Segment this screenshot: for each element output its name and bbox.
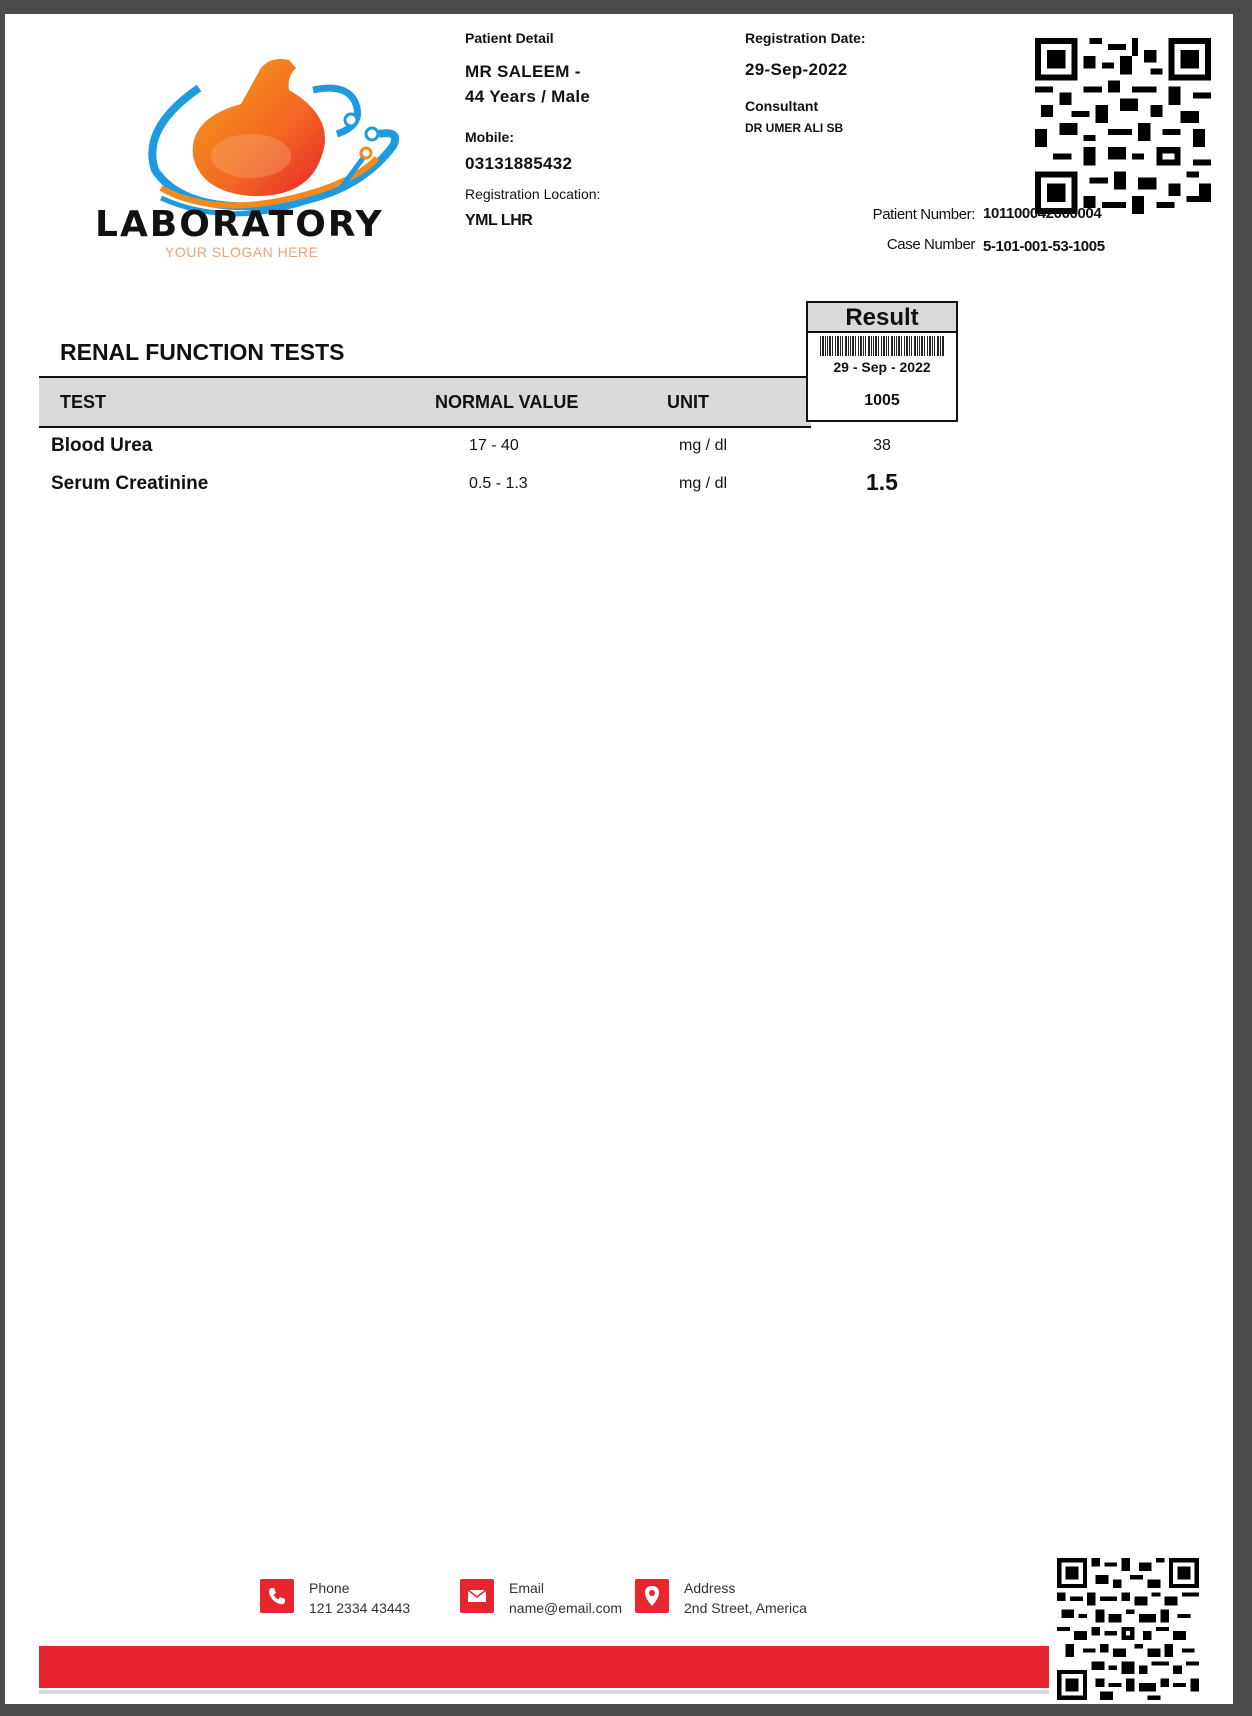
patient-number-label: Patient Number:	[872, 206, 975, 223]
result-case-number: 1005	[864, 392, 900, 409]
registration-location: YML LHR	[465, 212, 533, 229]
registration-date: 29-Sep-2022	[745, 60, 848, 79]
registration-date-label: Registration Date:	[745, 30, 866, 46]
row-result-abnormal: 1.5	[866, 469, 898, 495]
patient-number: 101100042000004	[983, 205, 1102, 222]
case-number: 5-101-001-53-1005	[983, 238, 1105, 255]
row-test-name: Serum Creatinine	[51, 473, 209, 494]
consultant-name: DR UMER ALI SB	[745, 121, 844, 135]
mobile-number: 03131885432	[465, 154, 573, 173]
barcode	[820, 336, 944, 356]
email-label: Email	[509, 1580, 545, 1596]
column-normal-value: NORMAL VALUE	[435, 392, 579, 412]
result-column-header	[806, 301, 958, 422]
mobile-label: Mobile:	[465, 129, 514, 145]
column-test: TEST	[60, 392, 107, 412]
footer-red-band	[39, 1646, 1049, 1688]
footer-divider	[39, 1690, 1049, 1694]
phone-label: Phone	[309, 1580, 350, 1596]
qr-code-bottom	[1053, 1558, 1203, 1700]
patient-name: MR SALEEM -	[465, 62, 581, 81]
row-normal-value: 17 - 40	[469, 437, 519, 454]
row-unit: mg / dl	[679, 437, 728, 454]
address-label: Address	[684, 1580, 736, 1596]
logo-wordmark: LABORATORY	[95, 204, 384, 245]
phone-number: 121 2334 43443	[309, 1600, 411, 1616]
location-pin-icon	[635, 1579, 669, 1613]
registration-location-label: Registration Location:	[465, 186, 601, 202]
row-normal-value: 0.5 - 1.3	[469, 475, 528, 492]
email-address: name@email.com	[509, 1600, 623, 1616]
patient-detail-label: Patient Detail	[465, 30, 554, 46]
row-test-name: Blood Urea	[51, 435, 153, 456]
mail-icon	[460, 1579, 494, 1613]
qr-code-top	[1035, 38, 1211, 214]
report-title: RENAL FUNCTION TESTS	[60, 339, 345, 365]
row-unit: mg / dl	[679, 475, 728, 492]
row-result: 38	[873, 437, 891, 454]
result-label: Result	[808, 303, 956, 333]
column-unit: UNIT	[667, 392, 709, 412]
result-date: 29 - Sep - 2022	[833, 359, 931, 375]
case-number-label: Case Number	[886, 236, 975, 253]
phone-icon	[260, 1579, 294, 1613]
consultant-label: Consultant	[745, 98, 819, 114]
logo-slogan: YOUR SLOGAN HERE	[165, 244, 319, 260]
address-text: 2nd Street, America	[684, 1600, 807, 1616]
report-page	[5, 14, 1233, 1704]
patient-age-gender: 44 Years / Male	[465, 87, 591, 106]
